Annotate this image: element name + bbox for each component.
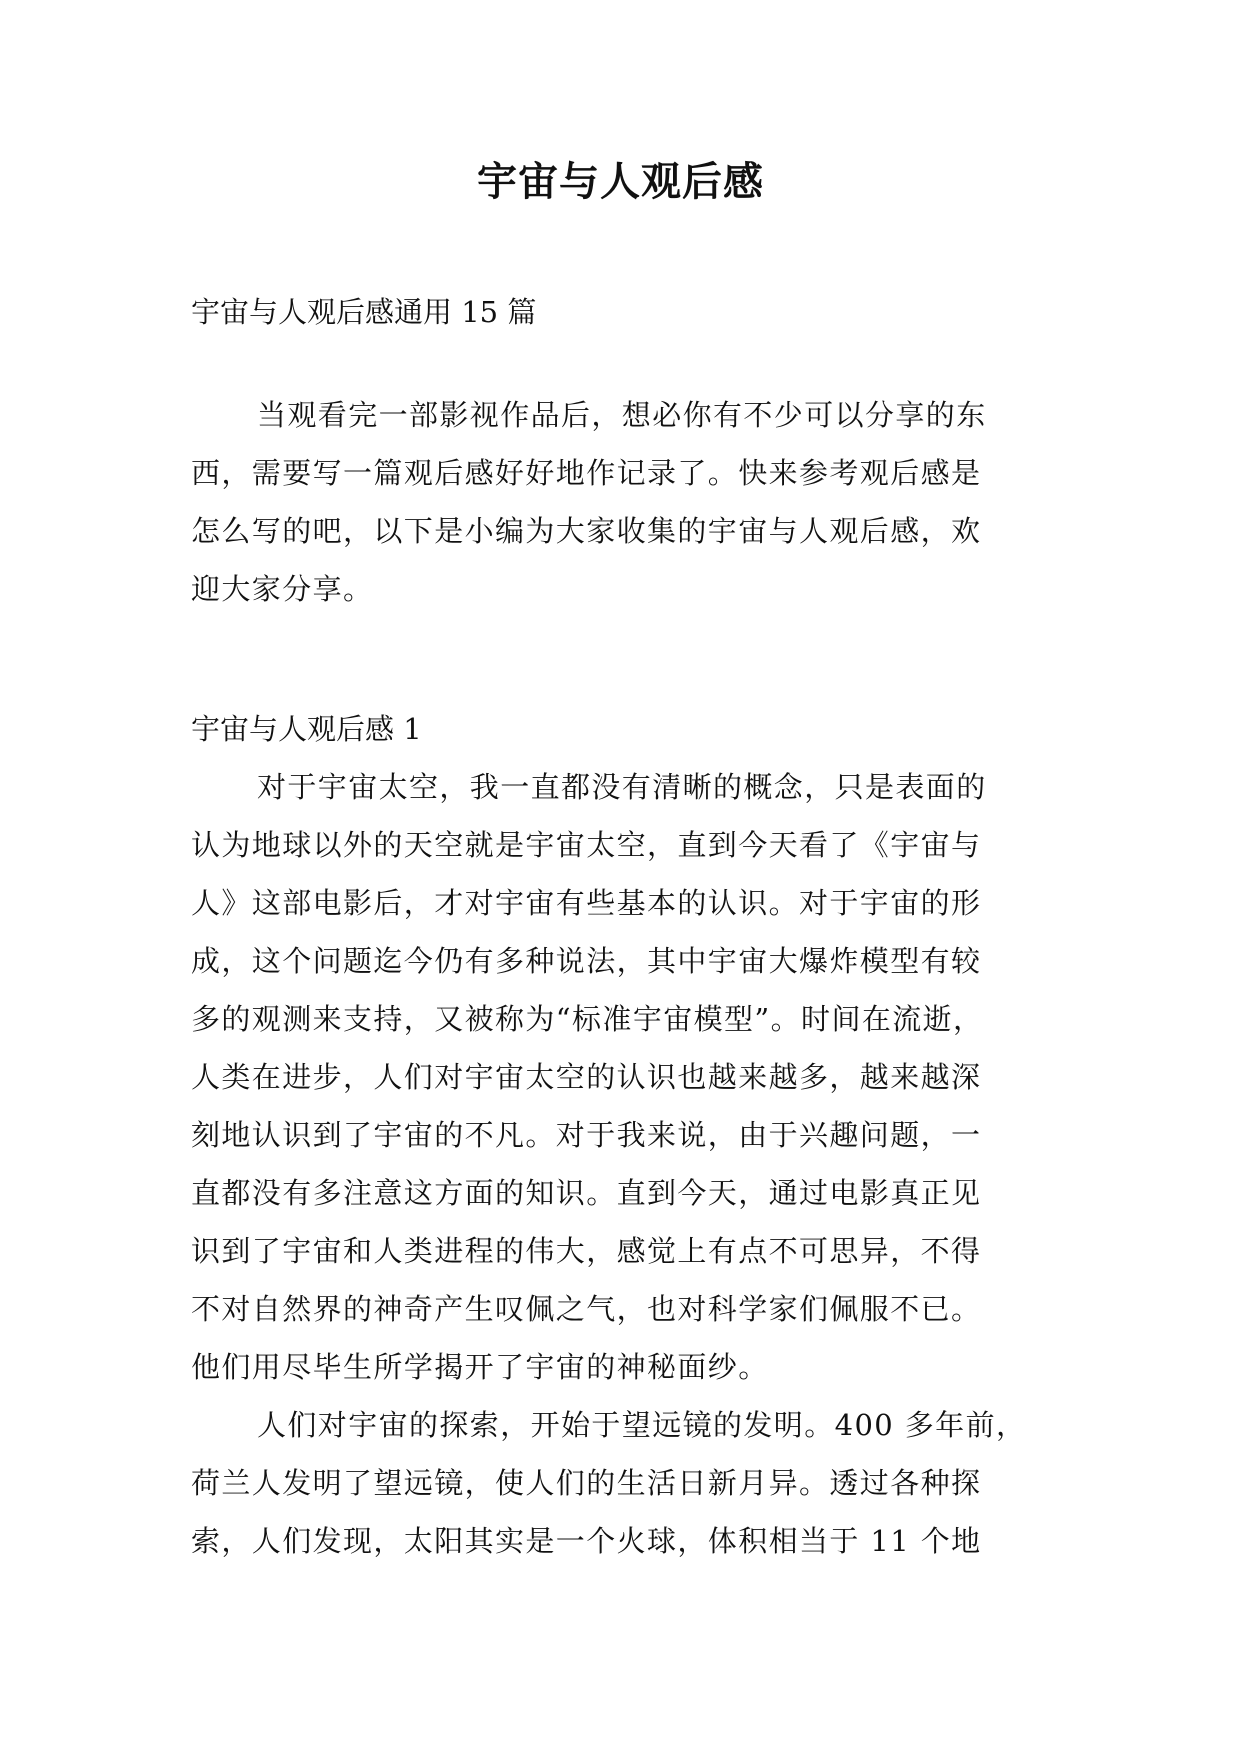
section-heading: 宇宙与人观后感 1 (191, 712, 422, 746)
paragraph-line: 刻地认识到了宇宙的不凡。对于我来说，由于兴趣问题，一 (191, 1118, 982, 1152)
paragraph-line: 当观看完一部影视作品后，想必你有不少可以分享的东 (257, 398, 987, 432)
paragraph-line: 人》这部电影后，才对宇宙有些基本的认识。对于宇宙的形 (191, 886, 982, 920)
paragraph-line: 西，需要写一篇观后感好好地作记录了。快来参考观后感是 (191, 456, 982, 490)
paragraph-line: 他们用尽毕生所学揭开了宇宙的神秘面纱。 (191, 1350, 769, 1384)
intro-paragraph (191, 386, 1061, 618)
body-paragraph-2 (191, 1396, 1061, 1570)
paragraph-line: 对于宇宙太空，我一直都没有清晰的概念，只是表面的 (257, 770, 987, 804)
paragraph-line: 多的观测来支持，又被称为“标准宇宙模型”。时间在流逝， (191, 1002, 984, 1036)
paragraph-line: 怎么写的吧，以下是小编为大家收集的宇宙与人观后感，欢 (191, 514, 982, 548)
paragraph-line: 直都没有多注意这方面的知识。直到今天，通过电影真正见 (191, 1176, 982, 1210)
body-paragraph-1 (191, 758, 1061, 1396)
paragraph-line: 识到了宇宙和人类进程的伟大，感觉上有点不可思异，不得 (191, 1234, 982, 1268)
paragraph-line: 人类在进步，人们对宇宙太空的认识也越来越多，越来越深 (191, 1060, 982, 1094)
paragraph-line: 认为地球以外的天空就是宇宙太空，直到今天看了《宇宙与 (191, 828, 982, 862)
document-subtitle: 宇宙与人观后感通用 15 篇 (191, 295, 537, 329)
paragraph-line: 不对自然界的神奇产生叹佩之气，也对科学家们佩服不已。 (191, 1292, 982, 1326)
document-title: 宇宙与人观后感 (477, 158, 764, 205)
paragraph-line: 索，人们发现，太阳其实是一个火球，体积相当于 11 个地 (191, 1524, 982, 1558)
paragraph-line: 成，这个问题迄今仍有多种说法，其中宇宙大爆炸模型有较 (191, 944, 982, 978)
paragraph-line: 迎大家分享。 (191, 572, 374, 606)
paragraph-line: 人们对宇宙的探索，开始于望远镜的发明。400 多年前， (257, 1408, 1027, 1442)
paragraph-line: 荷兰人发明了望远镜，使人们的生活日新月异。透过各种探 (191, 1466, 982, 1500)
